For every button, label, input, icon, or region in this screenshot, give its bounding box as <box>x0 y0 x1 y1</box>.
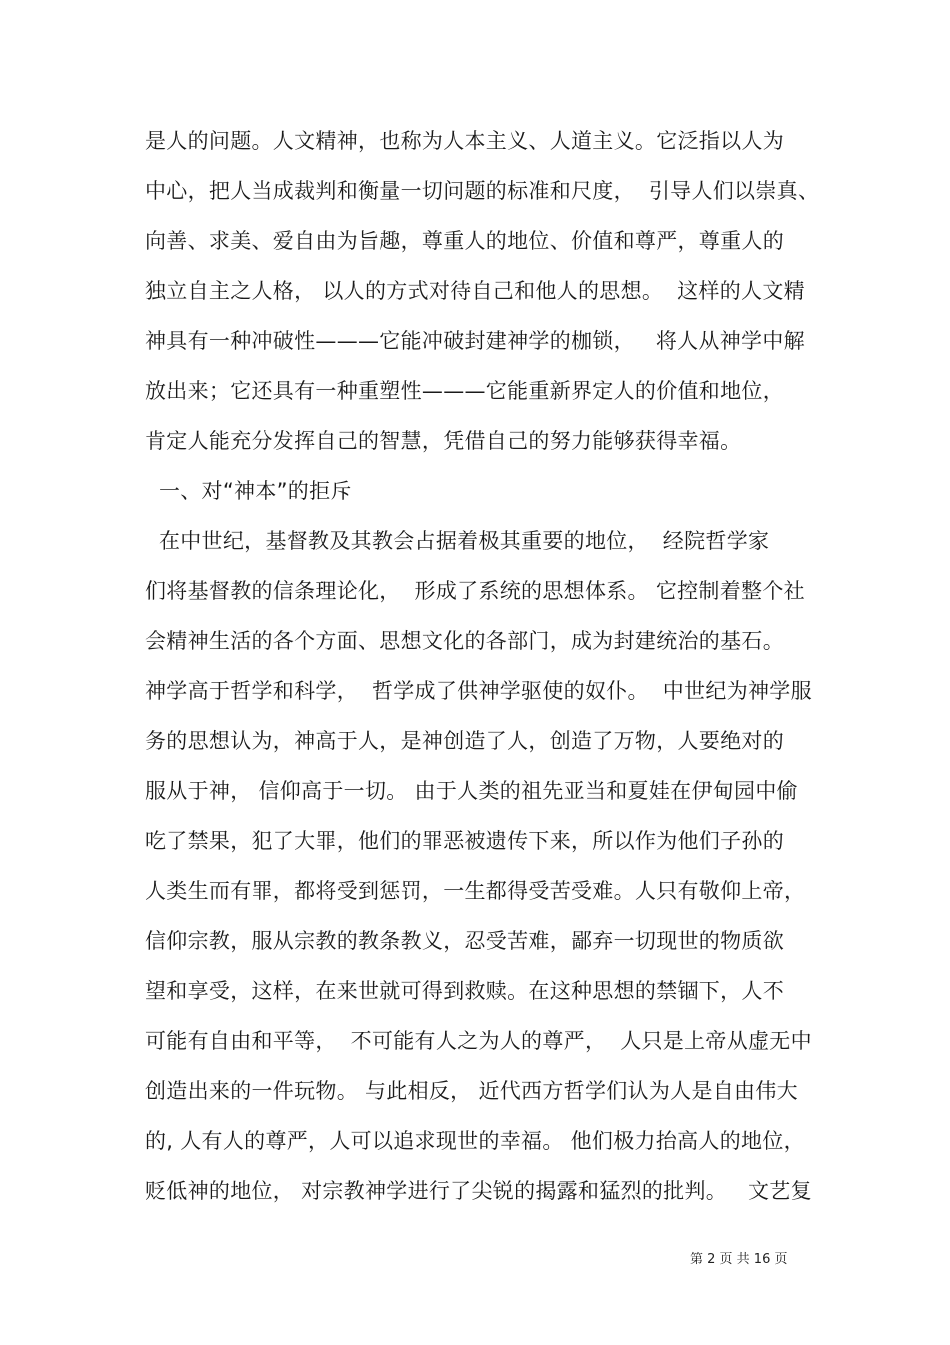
text-line: 贬低神的地位， 对宗教神学进行了尖锐的揭露和猛烈的批判。 文艺复 <box>145 1179 812 1203</box>
text-line: 创造出来的一件玩物。 与此相反， 近代西方哲学们认为人是自由伟大 <box>145 1079 798 1103</box>
text-line: 吃了禁果，犯了大罪，他们的罪恶被遗传下来，所以作为他们子孙的 <box>145 829 784 853</box>
text-line: 在中世纪，基督教及其教会占据着极其重要的地位， 经院哲学家 <box>145 529 770 553</box>
section-heading: 一、对“神本”的拒斥 <box>145 479 352 503</box>
page-number-footer: 第 2 页 共 16 页 <box>690 1252 788 1267</box>
text-line: 望和享受，这样，在来世就可得到救赎。在这种思想的禁锢下，人不 <box>145 979 784 1003</box>
text-line: 神具有一种冲破性———它能冲破封建神学的枷锁， 将人从神学中解 <box>145 329 805 353</box>
text-line: 会精神生活的各个方面、思想文化的各部门，成为封建统治的基石。 <box>145 629 784 653</box>
text-line: 的, 人有人的尊严，人可以追求现世的幸福。 他们极力抬高人的地位， <box>145 1129 805 1153</box>
text-line: 中心，把人当成裁判和衡量一切问题的标准和尺度， 引导人们以崇真、 <box>145 179 820 203</box>
text-line: 放出来；它还具有一种重塑性———它能重新界定人的价值和地位， <box>145 379 784 403</box>
text-line: 神学高于哲学和科学， 哲学成了供神学驱使的奴仆。 中世纪为神学服 <box>145 679 812 703</box>
text-line: 务的思想认为，神高于人，是神创造了人，创造了万物，人要绝对的 <box>145 729 784 753</box>
text-line: 是人的问题。人文精神，也称为人本主义、人道主义。它泛指以人为 <box>145 129 784 153</box>
text-line: 可能有自由和平等， 不可能有人之为人的尊严， 人只是上帝从虚无中 <box>145 1029 812 1053</box>
text-line: 独立自主之人格， 以人的方式对待自己和他人的思想。 这样的人文精 <box>145 279 805 303</box>
text-line: 们将基督教的信条理论化， 形成了系统的思想体系。 它控制着整个社 <box>145 579 805 603</box>
text-line: 服从于神， 信仰高于一切。 由于人类的祖先亚当和夏娃在伊甸园中偷 <box>145 779 798 803</box>
text-line: 信仰宗教，服从宗教的教条教义，忍受苦难，鄙弃一切现世的物质欲 <box>145 929 784 953</box>
text-line: 人类生而有罪，都将受到惩罚，一生都得受苦受难。人只有敬仰上帝， <box>145 879 806 903</box>
text-line: 肯定人能充分发挥自己的智慧，凭借自己的努力能够获得幸福。 <box>145 429 742 453</box>
text-line: 向善、求美、爱自由为旨趣，尊重人的地位、价值和尊严，尊重人的 <box>145 229 784 253</box>
